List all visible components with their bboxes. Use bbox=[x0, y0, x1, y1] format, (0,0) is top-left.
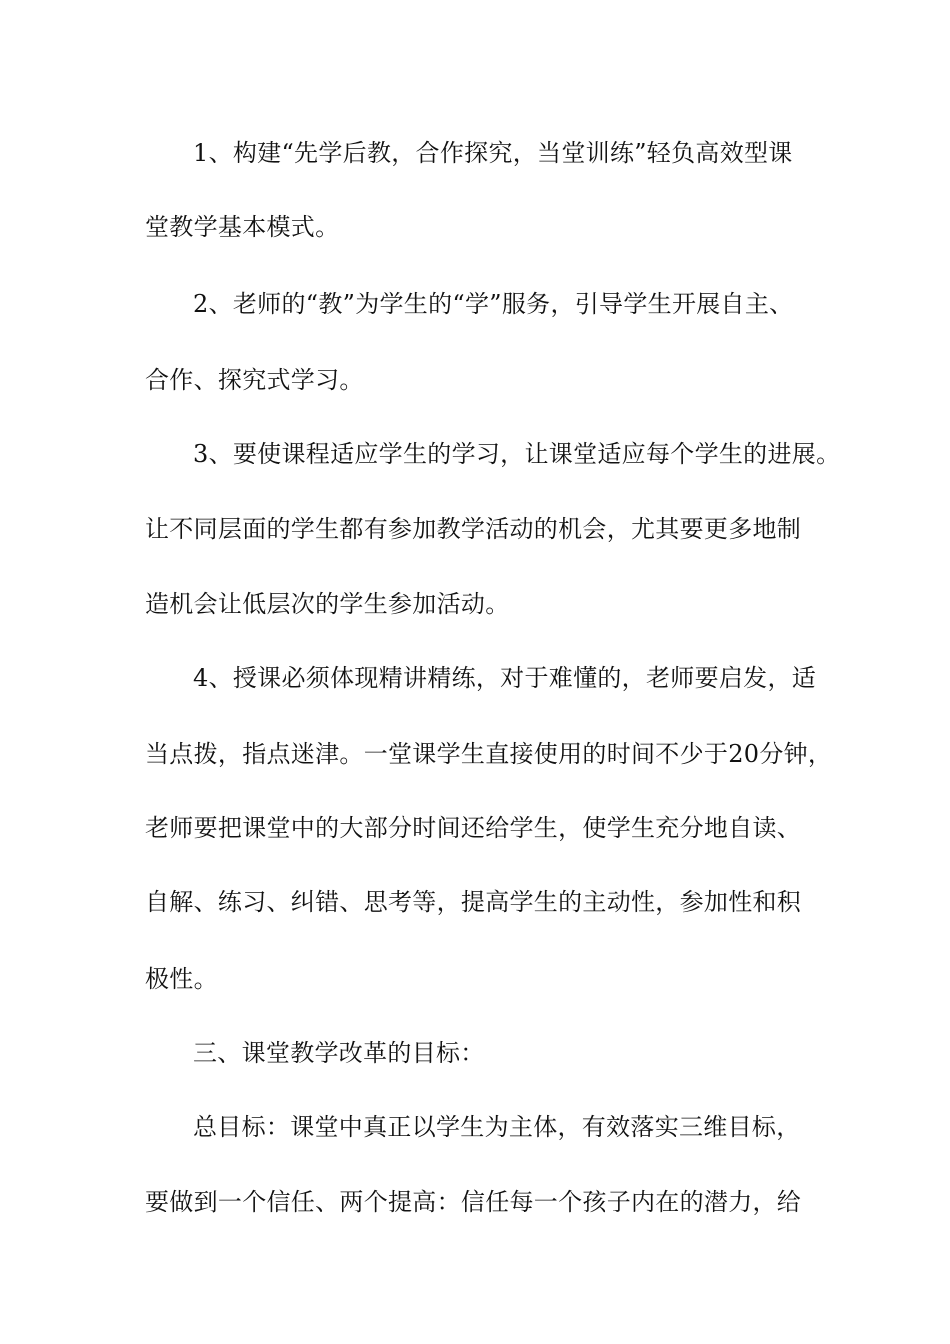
paragraph-3-line-2: 让不同层面的学生都有参加教学活动的机会，尤其要更多地制 bbox=[145, 515, 802, 543]
paragraph-4-line-2: 当点拨，指点迷津。一堂课学生直接使用的时间不少于20分钟， bbox=[145, 740, 833, 768]
paragraph-4-line-5: 极性。 bbox=[145, 965, 218, 993]
paragraph-4-line-3: 老师要把课堂中的大部分时间还给学生，使学生充分地自读、 bbox=[145, 814, 802, 842]
paragraph-1-line-2: 堂教学基本模式。 bbox=[145, 213, 340, 241]
paragraph-4-line-4: 自解、练习、纠错、思考等，提高学生的主动性，参加性和积 bbox=[145, 888, 802, 916]
paragraph-3-line-1: 3、要使课程适应学生的学习，让课堂适应每个学生的进展。 bbox=[193, 440, 841, 468]
paragraph-2-line-2: 合作、探究式学习。 bbox=[145, 366, 364, 394]
paragraph-4-line-1: 4、授课必须体现精讲精练，对于难懂的，老师要启发，适 bbox=[193, 664, 817, 692]
paragraph-3-line-3: 造机会让低层次的学生参加活动。 bbox=[145, 590, 510, 618]
paragraph-1-line-1: 1、构建“先学后教，合作探究，当堂训练”轻负高效型课 bbox=[193, 139, 793, 167]
section-heading-3: 三、课堂教学改革的目标： bbox=[193, 1039, 485, 1067]
paragraph-5-line-2: 要做到一个信任、两个提高：信任每一个孩子内在的潜力，给 bbox=[145, 1188, 802, 1216]
paragraph-5-line-1: 总目标：课堂中真正以学生为主体，有效落实三维目标， bbox=[193, 1113, 801, 1141]
paragraph-2-line-1: 2、老师的“教”为学生的“学”服务，引导学生开展自主、 bbox=[193, 290, 794, 318]
